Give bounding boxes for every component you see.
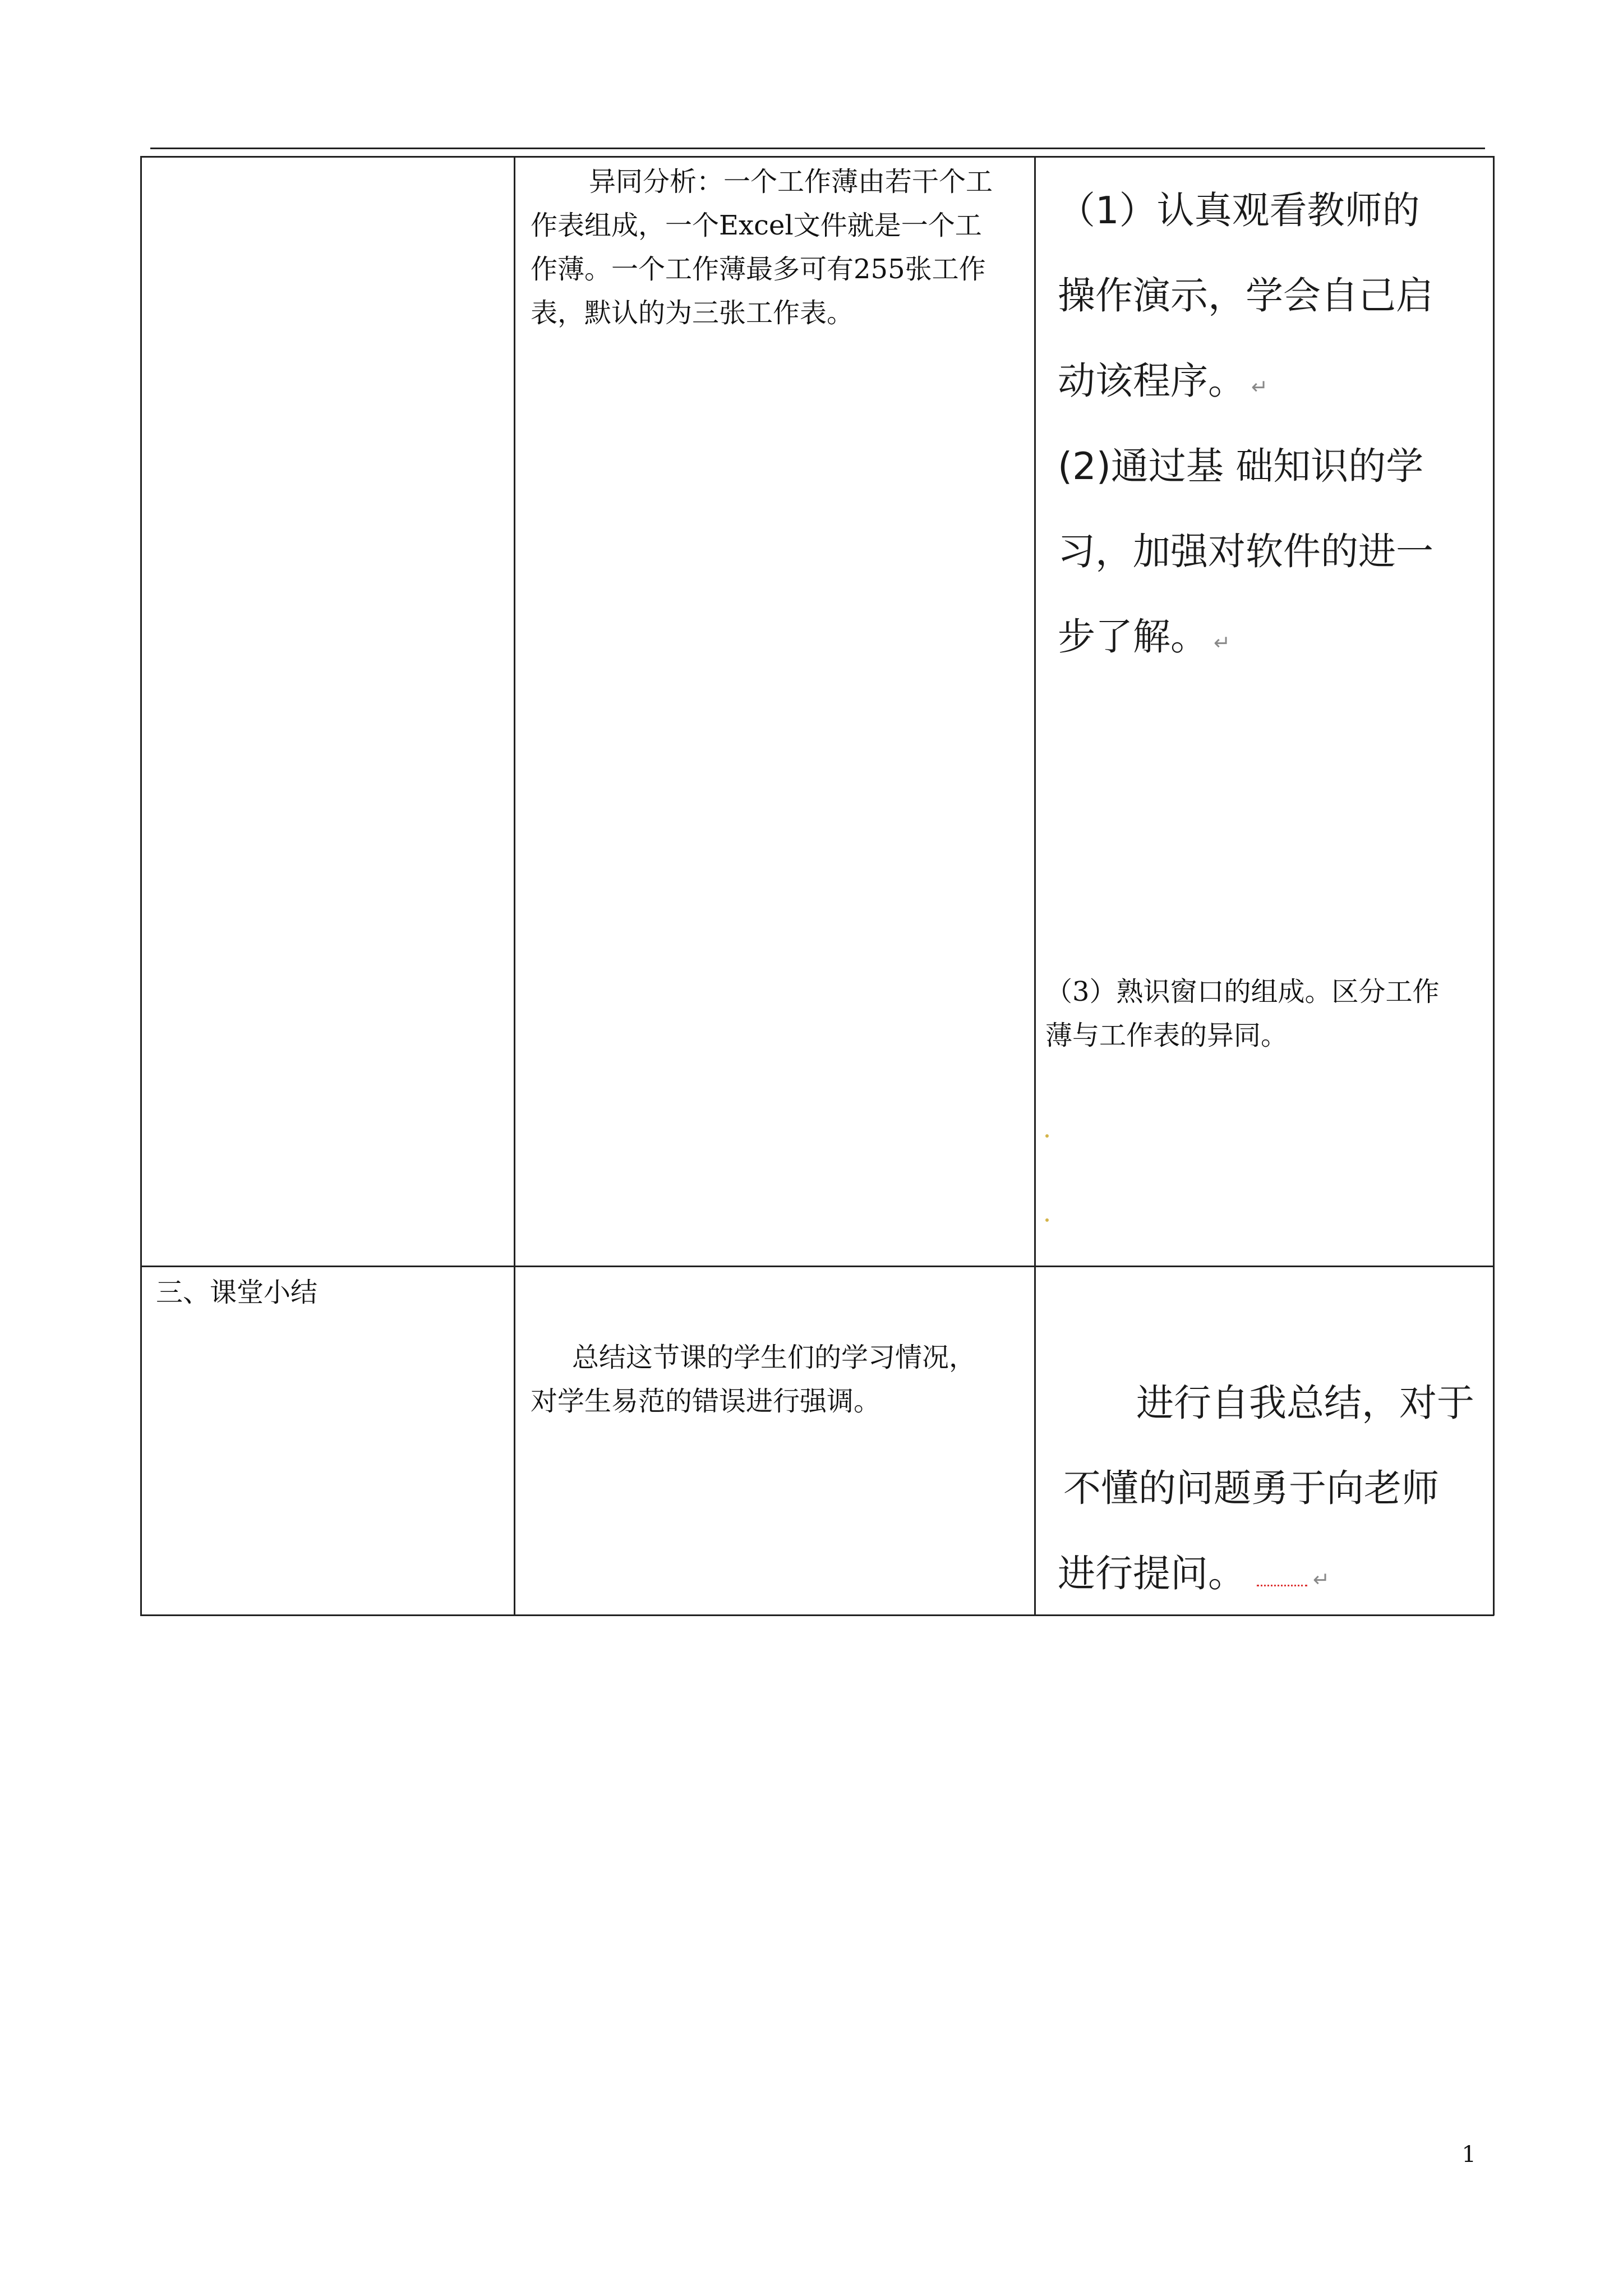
- table-top-border: [140, 156, 1494, 158]
- paragraph-mark-icon: ↵: [1313, 1568, 1330, 1591]
- student-step3-line-2: 薄与工作表的异同。: [1045, 1020, 1288, 1051]
- student-step2-line-1: (2)通过基 础知识的学: [1058, 444, 1424, 488]
- student-step2-line-3: 步了解。 ↵: [1058, 615, 1231, 659]
- table-row-divider: [140, 1266, 1494, 1267]
- student-step1-line-1: （1）认真观看教师的: [1058, 188, 1420, 232]
- analysis-line-4: 表，默认的为三张工作表。: [531, 297, 854, 329]
- analysis-line-3: 作薄。一个工作薄最多可有255张工作: [531, 254, 986, 285]
- analysis-line-2: 作表组成，一个Excel文件就是一个工: [531, 210, 982, 241]
- reflection-line-1: 进行自我总结，对于: [1136, 1381, 1474, 1425]
- student-step2-line-2: 习，加强对软件的进一: [1058, 530, 1433, 573]
- lesson-table: [140, 156, 1494, 1616]
- page-number: 1: [1461, 2142, 1476, 2168]
- student-step1-line-2: 操作演示，学会自己启: [1058, 274, 1433, 318]
- analysis-line-1: 异同分析：一个工作薄由若干个工: [589, 166, 993, 197]
- student-step1-line-3: 动该程序。 ↵: [1058, 359, 1269, 403]
- summary-line-2: 对学生易范的错误进行强调。: [531, 1386, 881, 1417]
- paragraph-mark-icon: ↵: [1214, 632, 1231, 655]
- table-col-divider-1: [514, 156, 515, 1616]
- student-step3-line-1: （3）熟识窗口的组成。区分工作: [1045, 976, 1440, 1007]
- table-bottom-border: [140, 1614, 1494, 1616]
- table-col-divider-2: [1034, 156, 1036, 1616]
- margin-dot: [1045, 1218, 1049, 1222]
- summary-line-1: 总结这节课的学生们的学习情况，: [572, 1342, 976, 1373]
- reflection-line-3: 进行提问。 ↵: [1058, 1552, 1330, 1595]
- table-right-border: [1493, 156, 1495, 1616]
- reflection-line-2: 不懂的问题勇于向老师: [1063, 1466, 1439, 1510]
- section-heading: 三、课堂小结: [156, 1277, 318, 1308]
- margin-dot: [1045, 1134, 1049, 1138]
- paragraph-mark-icon: ↵: [1251, 376, 1269, 399]
- table-left-border: [140, 156, 142, 1616]
- header-rule: [150, 148, 1485, 149]
- spellcheck-underline: [1257, 1585, 1307, 1586]
